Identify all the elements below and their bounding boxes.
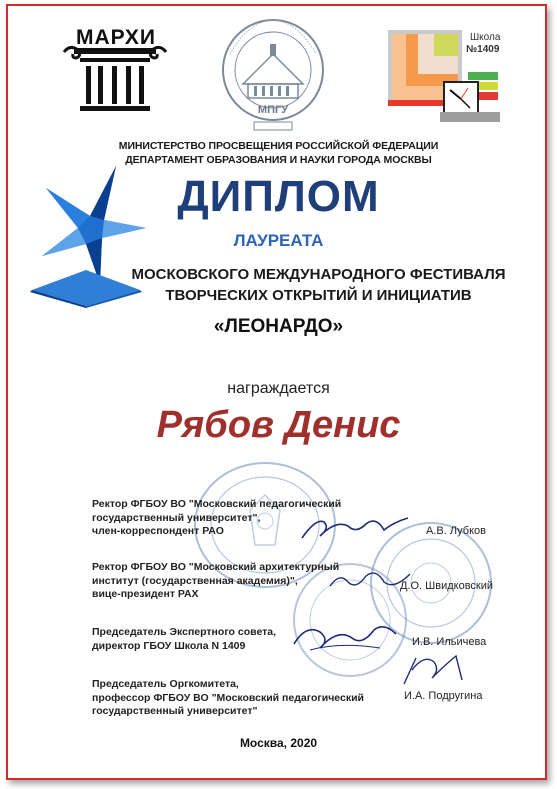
signatory-2 xyxy=(92,561,339,602)
signatory-3-line1: Председатель Экспертного совета, xyxy=(92,626,277,638)
signatory-2-line1: Ректор ФГБОУ ВО "Московский архитектурный xyxy=(92,561,340,573)
signature-3 xyxy=(290,618,400,658)
city-year: Москва, 2020 xyxy=(239,736,318,750)
signature-1 xyxy=(296,508,416,548)
ministry-title: МИНИСТЕРСТВО ПРОСВЕЩЕНИЯ РОССИЙСКОЙ ФЕДЕРАЦИИ xyxy=(118,140,439,152)
signatory-4-line1: Председатель Оргкомитета, xyxy=(92,678,239,690)
signatory-3-name: И.В. Ильичева xyxy=(412,636,487,648)
signatory-4 xyxy=(92,678,364,719)
signatory-4-line2: профессор ФГБОУ ВО "Московский педагогический xyxy=(92,691,365,704)
school-label-line1: Школа xyxy=(470,32,501,43)
signatory-4-name: И.А. Подругина xyxy=(404,690,483,702)
diploma-subtitle: ЛАУРЕАТА xyxy=(233,231,324,250)
signatory-3 xyxy=(92,626,276,653)
mpgu-seal xyxy=(218,14,328,132)
department-title: ДЕПАРТАМЕНТ ОБРАЗОВАНИЯ И НАУКИ ГОРОДА МОСКВЫ xyxy=(125,154,432,166)
signature-2 xyxy=(326,566,416,596)
signatory-3-line2: директор ГБОУ Школа N 1409 xyxy=(92,639,246,652)
signatory-2-line3: вице-президент РАХ xyxy=(92,588,199,600)
festival-line-1: МОСКОВСКОГО МЕЖДУНАРОДНОГО ФЕСТИВАЛЯ xyxy=(131,266,506,283)
marhi-logo-text: МАРХИ xyxy=(76,26,156,49)
signatory-2-line2: институт (государственная академия)", xyxy=(92,574,298,587)
signatory-1-name: А.В. Лубков xyxy=(426,525,487,537)
school-1409-logo xyxy=(388,30,500,122)
signatory-1-line1: Ректор ФГБОУ ВО "Московский педагогический xyxy=(92,498,342,510)
signatory-4-line3: государственный университет" xyxy=(92,705,258,717)
mpgu-seal-text: МПГУ xyxy=(257,104,289,116)
signatory-2-name: Д.О. Швидковский xyxy=(400,580,494,592)
diploma-title: ДИПЛОМ xyxy=(177,172,380,221)
signatory-1-line3: член-корреспондент РАО xyxy=(92,525,224,537)
school-label-line2: №1409 xyxy=(466,44,500,55)
signatory-1-line2: государственный университет", xyxy=(92,511,261,524)
awarded-label: награждается xyxy=(227,380,330,397)
signature-4 xyxy=(398,650,468,690)
festival-line-2: ТВОРЧЕСКИХ ОТКРЫТИЙ И ИНИЦИАТИВ xyxy=(165,287,472,304)
recipient-name: Рябов Денис xyxy=(156,404,401,446)
festival-name: «ЛЕОНАРДО» xyxy=(213,316,344,337)
